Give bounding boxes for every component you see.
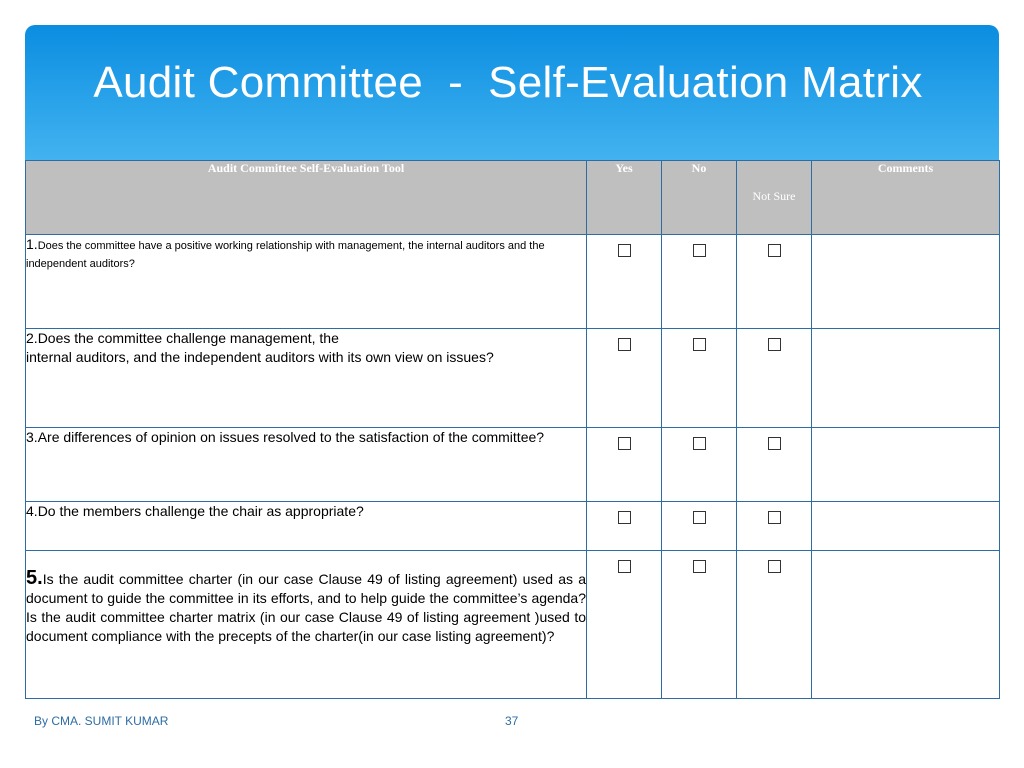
page-number: 37 [505,714,519,728]
question-number: 2. [26,330,38,346]
no-cell[interactable] [662,551,737,699]
no-cell[interactable] [662,502,737,551]
not-sure-checkbox-icon[interactable] [768,511,781,524]
table-row [26,329,1000,428]
header-comments: Comments [812,161,1000,235]
yes-checkbox-icon[interactable] [618,437,631,450]
question-text: Is the audit committee charter (in our case Clause 49 of listing agreement) used as a document to guide the committee in its efforts, and to help guide the committee’s agenda? Is the audit committee charter matrix (in our case Clause 49 of listing agreement )used to document compliance with the precepts of the charter(in our case listing agreement)? [26,571,586,644]
question-cell [26,235,587,329]
yes-cell[interactable] [587,551,662,699]
header-row [26,161,1000,235]
yes-checkbox-icon[interactable] [618,338,631,351]
comments-cell[interactable] [812,235,1000,329]
not-sure-cell[interactable] [737,428,812,502]
no-checkbox-icon[interactable] [693,437,706,450]
no-cell[interactable] [662,428,737,502]
slide-title: Audit Committee - Self-Evaluation Matrix [93,58,923,107]
question-cell [26,502,587,551]
no-cell[interactable] [662,329,737,428]
self-evaluation-table [25,160,1000,699]
not-sure-checkbox-icon[interactable] [768,244,781,257]
comments-cell[interactable] [812,428,1000,502]
not-sure-cell[interactable] [737,551,812,699]
yes-cell[interactable] [587,329,662,428]
question-number: 1. [26,236,38,252]
comments-cell[interactable] [812,551,1000,699]
table-row [26,551,1000,699]
question-cell [26,551,587,699]
header-tool: Audit Committee Self-Evaluation Tool [26,161,587,235]
table-row [26,502,1000,551]
not-sure-cell[interactable] [737,502,812,551]
question-number: 5 [26,567,38,589]
yes-checkbox-icon[interactable] [618,511,631,524]
comments-cell[interactable] [812,502,1000,551]
table-row [26,428,1000,502]
yes-checkbox-icon[interactable] [618,244,631,257]
no-checkbox-icon[interactable] [693,511,706,524]
yes-checkbox-icon[interactable] [618,560,631,573]
no-checkbox-icon[interactable] [693,244,706,257]
question-text-line1: Does the committee challenge management, the [37,330,339,346]
question-number-dot: . [37,567,43,589]
header-not-sure: Not Sure [737,161,812,235]
question-cell [26,329,587,428]
question-text: Are differences of opinion on issues resolved to the satisfaction of the committee? [37,429,545,445]
question-cell [26,428,587,502]
footer-author: By CMA. SUMIT KUMAR [34,714,169,728]
question-text: Do the members challenge the chair as appropriate? [37,503,364,519]
no-checkbox-icon[interactable] [693,560,706,573]
question-number: 4. [26,503,38,519]
no-cell[interactable] [662,235,737,329]
question-text: Does the committee have a positive working relationship with management, the internal auditors and the independent auditors? [26,240,545,270]
header-yes: Yes [587,161,662,235]
table-row [26,235,1000,329]
header-no: No [662,161,737,235]
yes-cell[interactable] [587,502,662,551]
question-text-line2: internal auditors, and the independent auditors with its own view on issues? [26,349,494,365]
not-sure-cell[interactable] [737,235,812,329]
not-sure-cell[interactable] [737,329,812,428]
comments-cell[interactable] [812,329,1000,428]
not-sure-checkbox-icon[interactable] [768,437,781,450]
no-checkbox-icon[interactable] [693,338,706,351]
yes-cell[interactable] [587,235,662,329]
not-sure-checkbox-icon[interactable] [768,560,781,573]
question-number: 3. [26,429,38,445]
not-sure-checkbox-icon[interactable] [768,338,781,351]
yes-cell[interactable] [587,428,662,502]
